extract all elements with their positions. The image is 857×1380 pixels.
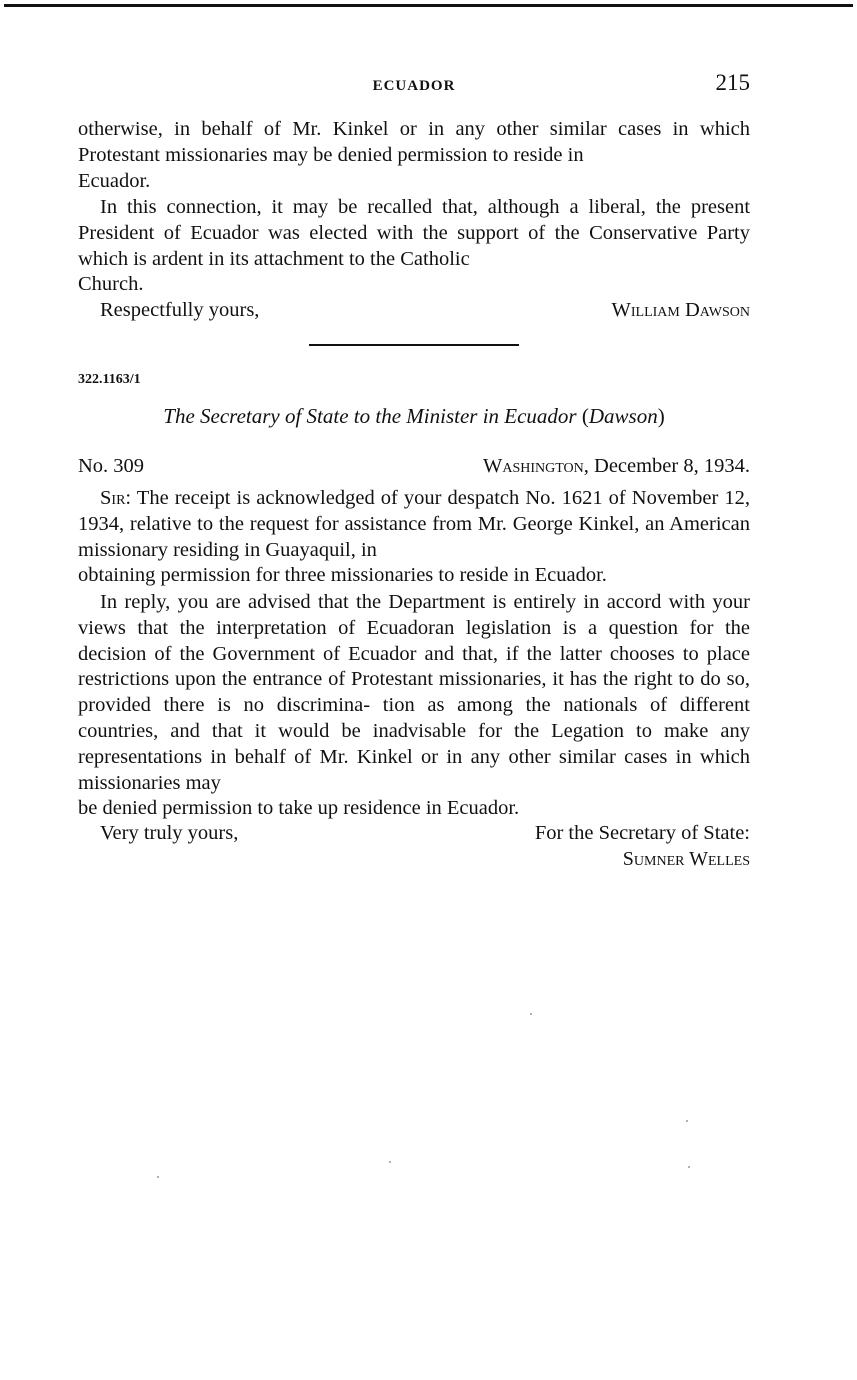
text-line: which Protestant missionaries may be denied permission to reside in xyxy=(78,118,750,166)
section-divider xyxy=(309,344,519,346)
letter-paragraph-1 xyxy=(78,486,750,589)
text-line: November 12, 1934, relative to the request for assistance from Mr. xyxy=(78,487,751,535)
signature: William Dawson xyxy=(611,299,750,321)
text-line: with your views that the interpretation of Ecuadoran legislation is a xyxy=(78,591,750,639)
text-line: be inadvisable for the Legation to make any representations in behalf xyxy=(78,719,750,768)
print-speck xyxy=(686,1120,688,1122)
text-line: the latter chooses to place restrictions upon the entrance of Protestant xyxy=(78,642,751,691)
running-title: ECUADOR xyxy=(372,78,456,94)
text-line: be denied permission to take up residence in Ecuador. xyxy=(78,797,520,820)
page-number: 215 xyxy=(715,70,750,95)
dateline xyxy=(483,453,750,479)
print-speck xyxy=(157,1176,159,1178)
heading-paren-close: ) xyxy=(657,404,665,428)
continuation-paragraph-2 xyxy=(78,195,750,298)
print-speck xyxy=(688,1166,690,1168)
heading-paren-open: ( xyxy=(581,404,589,428)
text-line: Conservative Party which is ardent in its attachment to the Catholic xyxy=(78,221,751,270)
document-heading xyxy=(78,404,750,429)
dateline-place: Washington xyxy=(483,455,584,477)
text-line: George Kinkel, an American missionary residing in Guayaquil, in xyxy=(78,512,751,561)
file-number: 322.1163/1 xyxy=(78,372,141,387)
text-line: present President of Ecuador was elected with the support of the xyxy=(78,196,751,244)
despatch-number: No. 309 xyxy=(78,455,145,477)
text-line: In reply, you are advised that the Department is entirely in accord xyxy=(100,591,662,613)
signature: Sumner Welles xyxy=(622,848,750,870)
salutation: Sir xyxy=(100,487,126,509)
top-border-rule xyxy=(4,4,853,7)
dateline-date: , December 8, 1934. xyxy=(583,455,750,477)
text-line: obtaining permission for three missionaries to reside in Ecuador. xyxy=(78,564,607,587)
print-speck xyxy=(530,1013,532,1015)
print-speck xyxy=(389,1161,391,1163)
complimentary-close: Very truly yours, xyxy=(100,822,239,844)
text-line: question for the decision of the Government of Ecuador and that, if xyxy=(78,616,751,665)
continuation-paragraph-1 xyxy=(78,117,750,194)
text-line: : The receipt is acknowledged of your despatch No. 1621 of xyxy=(125,487,626,509)
text-line: of Mr. Kinkel or in any other similar cases in which missionaries may xyxy=(78,745,750,794)
text-line: tion as among the nationals of different countries, and that it would xyxy=(78,694,750,742)
text-line: Ecuador. xyxy=(78,169,151,192)
text-line: otherwise, in behalf of Mr. Kinkel or in any other similar cases in xyxy=(78,118,689,140)
heading-recipient-name: Dawson xyxy=(588,404,658,428)
heading-title: The Secretary of State to the Minister in Ecuador xyxy=(163,404,577,428)
complimentary-close: Respectfully yours, xyxy=(100,299,260,321)
running-head xyxy=(78,70,750,104)
text-line: Church. xyxy=(78,273,144,296)
signature-for-line: For the Secretary of State: xyxy=(534,822,750,844)
text-line: missionaries, it has the right to do so, provided there is no discrimina- xyxy=(78,668,750,717)
letter-paragraph-2 xyxy=(78,590,750,822)
text-line: In this connection, it may be recalled that, although a liberal, the xyxy=(100,196,681,218)
